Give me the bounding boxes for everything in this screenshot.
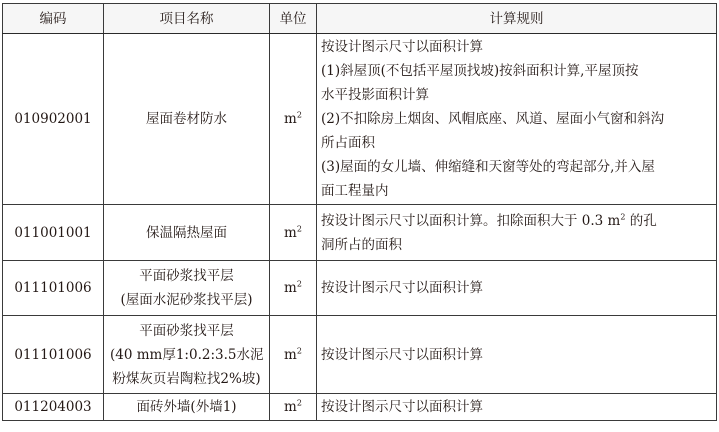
item-name [104,205,270,261]
header-name: 项目名称 [104,4,270,34]
rule-line: 所占面积 [321,135,375,151]
table-row [3,205,717,261]
table-body [3,34,717,421]
header-code: 编码 [3,4,104,34]
unit-exponent: 2 [296,398,302,408]
item-name [104,394,270,421]
table-row [3,316,717,394]
rule-line: 按设计图示尺寸以面积计算 [321,346,483,363]
item-name-line: 保温隔热屋面 [146,224,227,241]
unit-base: m [284,280,297,296]
item-name-line: 粉煤灰页岩陶粒找2%坡) [112,370,261,387]
unit-base: m [284,224,297,241]
item-name [104,261,270,316]
unit-base: m [284,111,297,127]
rule-cell [317,205,717,261]
rule-line: (2)不扣除房上烟囱、风帽底座、风道、屋面小气窗和斜沟 [321,111,665,127]
header-unit: 单位 [270,4,317,34]
item-name-line: 面砖外墙(外墙1) [136,399,237,415]
rule-line: (3)屋面的女儿墙、伸缩缝和天窗等处的弯起部分,并入屋 [321,159,655,175]
rule-exponent: 2 [620,212,626,221]
unit-exponent: 2 [296,279,302,289]
unit-cell [270,261,317,316]
unit-base: m [284,346,297,363]
item-name-line: 屋面卷材防水 [146,111,227,127]
table-row [3,261,717,316]
table-row [3,34,717,205]
rule-line: (1)斜屋顶(不包括平屋顶找坡)按斜面积计算,平屋顶按 [321,63,639,79]
item-name [104,34,270,205]
header-row [3,4,717,34]
unit-exponent: 2 [296,110,302,120]
rule-cell [317,34,717,205]
unit-exponent: 2 [296,346,302,355]
rule-line: 水平投影面积计算 [321,87,429,103]
unit-cell [270,205,317,261]
unit-cell [270,316,317,394]
rule-line: 面工程量内 [321,183,389,199]
unit-cell [270,394,317,421]
table-row [3,394,717,421]
item-name [104,316,270,394]
rule-line: 按设计图示尺寸以面积计算 [321,280,483,296]
rule-cell [317,316,717,394]
item-name-line: (屋面水泥砂浆找平层) [120,292,253,308]
rule-line: 洞所占的面积 [321,236,402,253]
item-name-line: 平面砂浆找平层 [139,268,234,284]
item-name-line: 平面砂浆找平层 [139,322,234,339]
header-rule: 计算规则 [317,4,717,34]
item-code: 010902001 [3,34,104,205]
item-code: 011101006 [3,261,104,316]
item-code: 011001001 [3,205,104,261]
item-name-line: (40 mm厚1:0.2:3.5水泥 [110,346,264,363]
unit-base: m [284,399,297,415]
rule-text: 按设计图示尺寸以面积计算。扣除面积大于 0.3 m [321,212,621,229]
rule-text: 的孔 [625,212,657,229]
rule-line: 按设计图示尺寸以面积计算 [321,399,483,415]
table-header [3,4,717,34]
rule-cell [317,394,717,421]
rule-line [321,209,710,233]
unit-exponent: 2 [296,224,302,233]
item-code: 011101006 [3,316,104,394]
rule-cell [317,261,717,316]
item-code: 011204003 [3,394,104,421]
quantity-rules-table [2,3,717,421]
rule-line: 按设计图示尺寸以面积计算 [321,39,483,55]
unit-cell [270,34,317,205]
